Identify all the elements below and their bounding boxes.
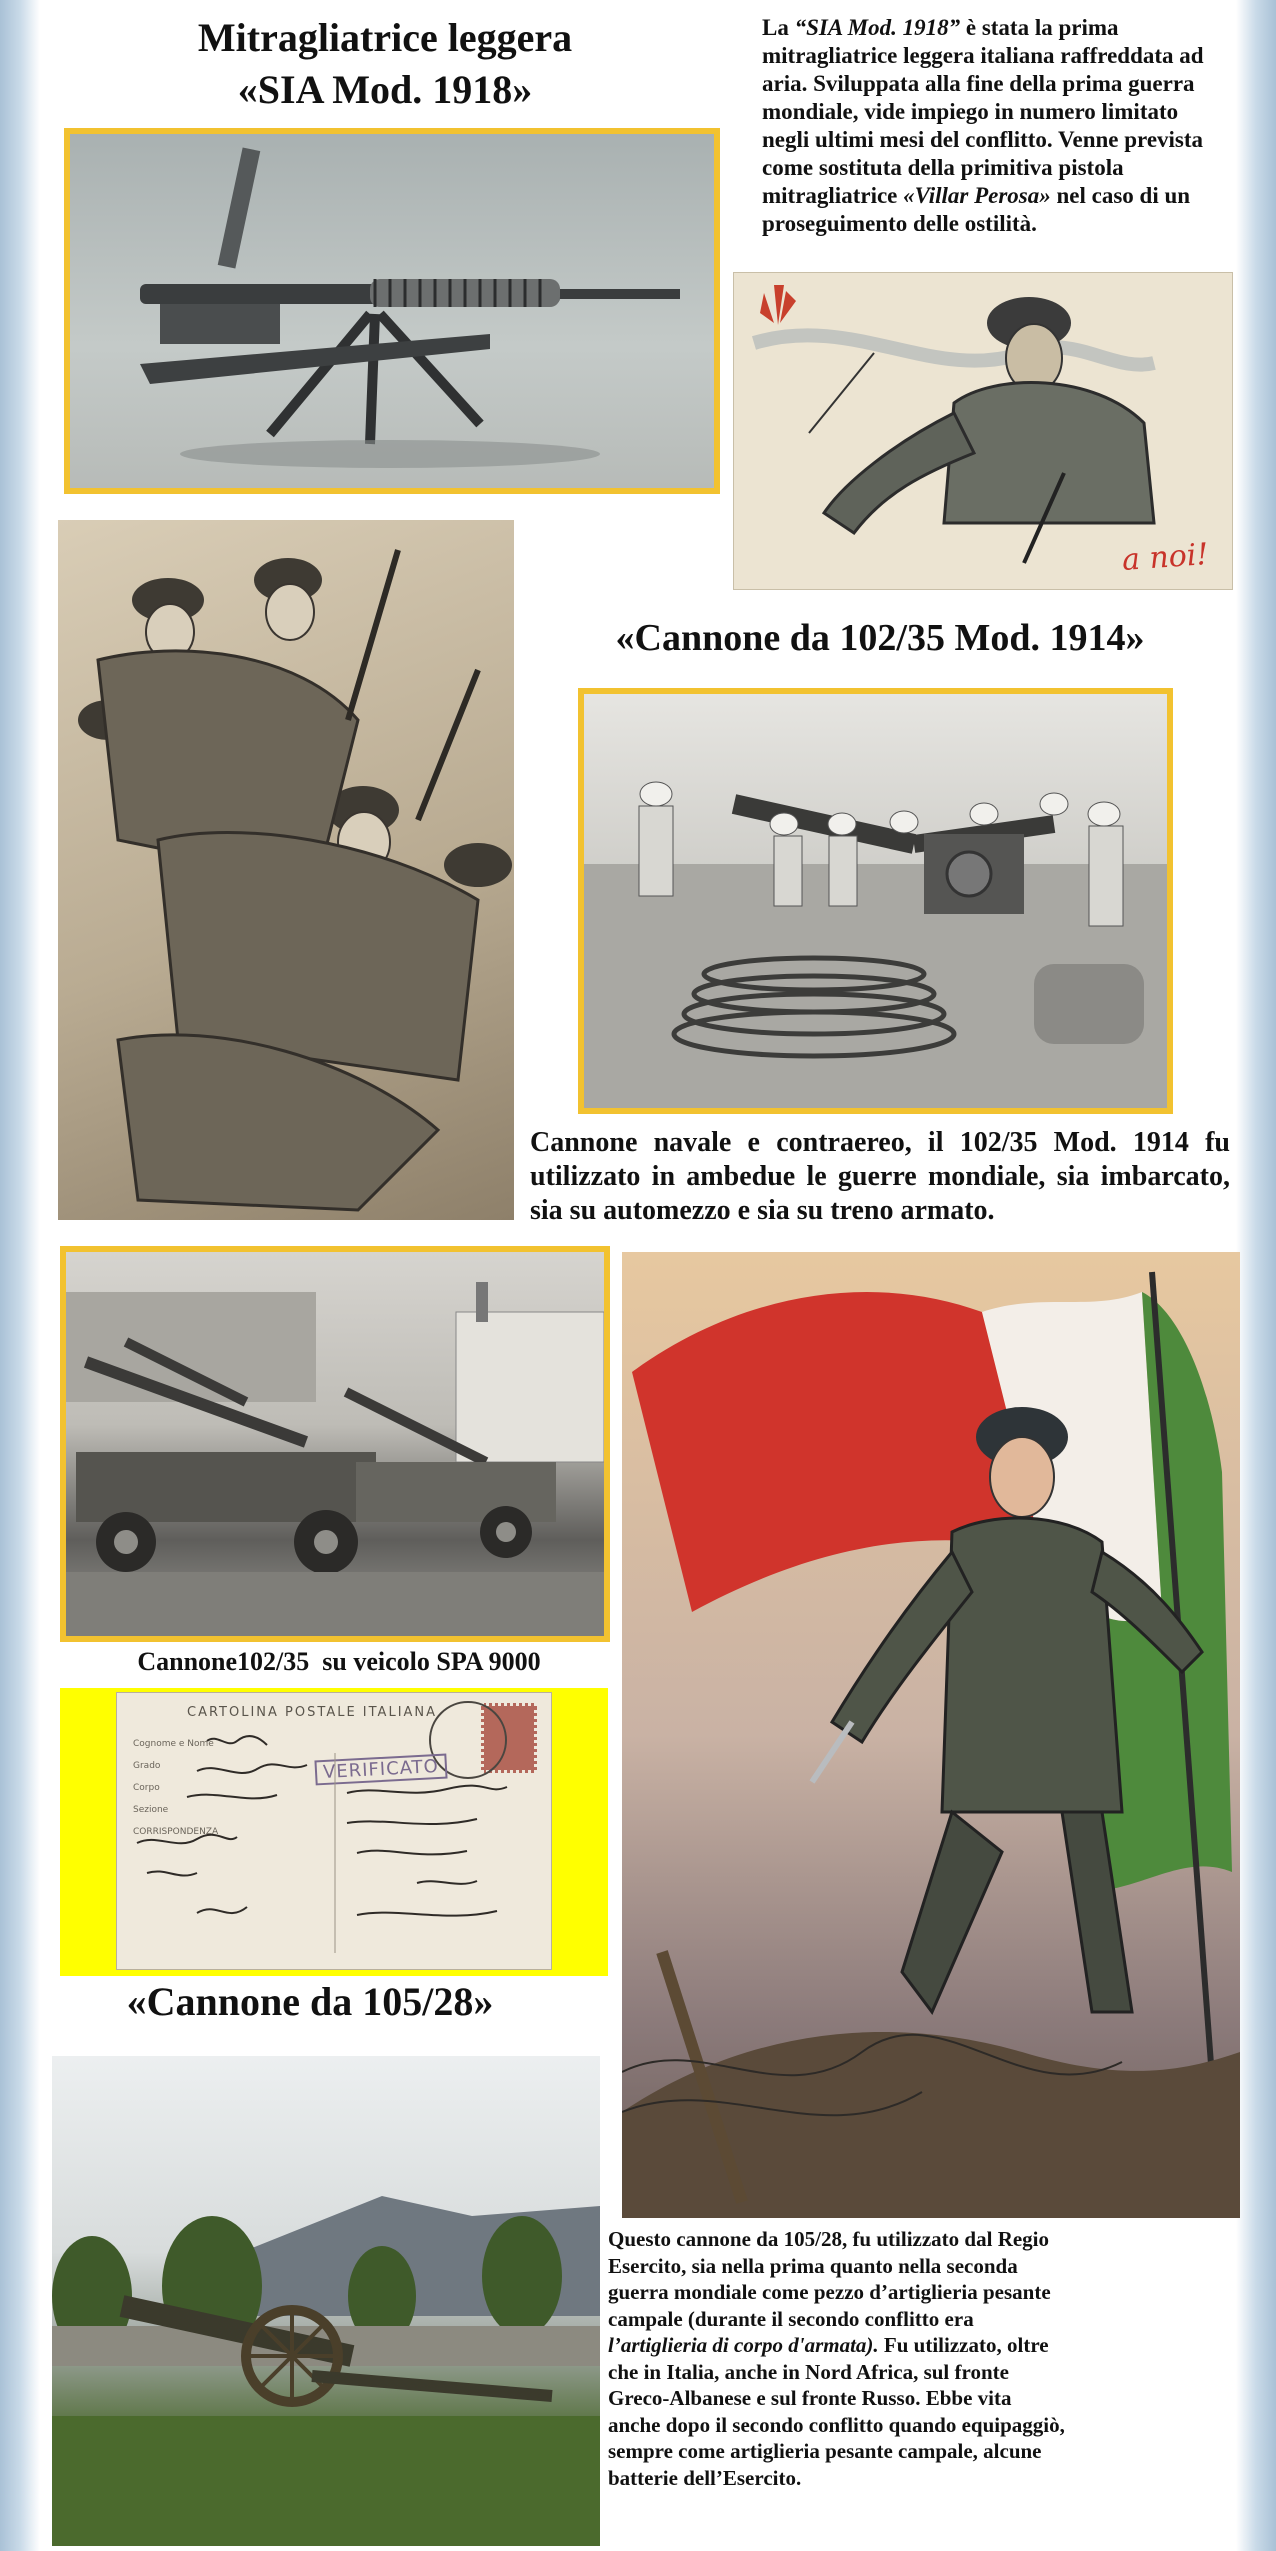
villar-perosa-name: «Villar Perosa» (903, 183, 1051, 208)
spa-9000-caption: Cannone102/35 su veicolo SPA 9000 (137, 1647, 541, 1676)
sia-model-name: “SIA Mod. 1918” (794, 15, 961, 40)
sia-description: La “SIA Mod. 1918” è stata la prima mitragliatrice leggera italiana raffreddata ad aria. Sviluppata alla fine della prima guerra mondiale, vide impiego in numero limitato negli ultimi mesi del conflitto. Venne prevista come sostituta della primitiva pistola mitragliatrice «Villar Perosa» nel caso di un proseguimento delle ostilità. (762, 15, 1204, 236)
flag-bearer-illustration (622, 1252, 1240, 2218)
postal-card-panel (60, 1688, 608, 1976)
a-noi-caption: a noi! (1120, 537, 1210, 578)
field-howitzer-illustration (52, 2056, 600, 2546)
postal-card-fields: Cognome e Nome Grado Corpo Sezione CORRISPONDENZA (133, 1739, 219, 1837)
postal-card-header: CARTOLINA POSTALE ITALIANA (187, 1705, 438, 1720)
spa-9000-truck-photo (60, 1246, 610, 1642)
cannon-105-photo (52, 2056, 600, 2546)
naval-gun-illustration (584, 694, 1167, 1108)
machine-gun-illustration (70, 134, 714, 488)
cannon-105-title: «Cannone da 105/28» (126, 1979, 494, 2024)
sia-machine-gun-photo (64, 128, 720, 494)
verificato-stamp: VERIFICATO (314, 1754, 447, 1786)
a-noi-postcard (733, 272, 1233, 590)
sia-title-line2: «SIA Mod. 1918» (237, 67, 533, 112)
flame-emblem-icon (760, 285, 796, 325)
corps-artillery-term: l’artiglieria di corpo d'armata). (608, 2333, 879, 2357)
handwriting-scribbles (117, 1693, 553, 1971)
cannon-102-description: Cannone navale e contraereo, il 102/35 Mod. 1914 fu utilizzato in ambedue le guerre mondiale, sia imbarcato, sia su automezzo e sia su treno armato. (530, 1127, 1230, 1226)
truck-mounted-gun-illustration (66, 1252, 604, 1636)
cannon-105-description: Questo cannone da 105/28, fu utilizzato dal Regio Esercito, sia nella prima quanto nella seconda guerra mondiale come pezzo d’artiglieria pesante campale (durante il secondo conflitto era l’artiglieria di corpo d'armata). Fu utilizzato, oltre che in Italia, anche in Nord Africa, sul fronte Greco-Albanese e sul fronte Russo. Ebbe vita anche dopo il secondo conflitto quando equipaggiò, sempre come artiglieria pesante campale, alcune batterie dell’Esercito. (608, 2227, 1065, 2490)
sia-title (120, 12, 650, 116)
flag-bearer-postcard (622, 1252, 1240, 2218)
postal-card (116, 1692, 552, 1970)
cannon-102-title: «Cannone da 102/35 Mod. 1914» (615, 617, 1145, 659)
naval-gun-crew-photo (578, 688, 1173, 1114)
infantry-charge-postcard (58, 520, 514, 1220)
sia-title-line1: Mitragliatrice leggera (197, 15, 573, 60)
infantry-charge-sketch (58, 520, 514, 1220)
